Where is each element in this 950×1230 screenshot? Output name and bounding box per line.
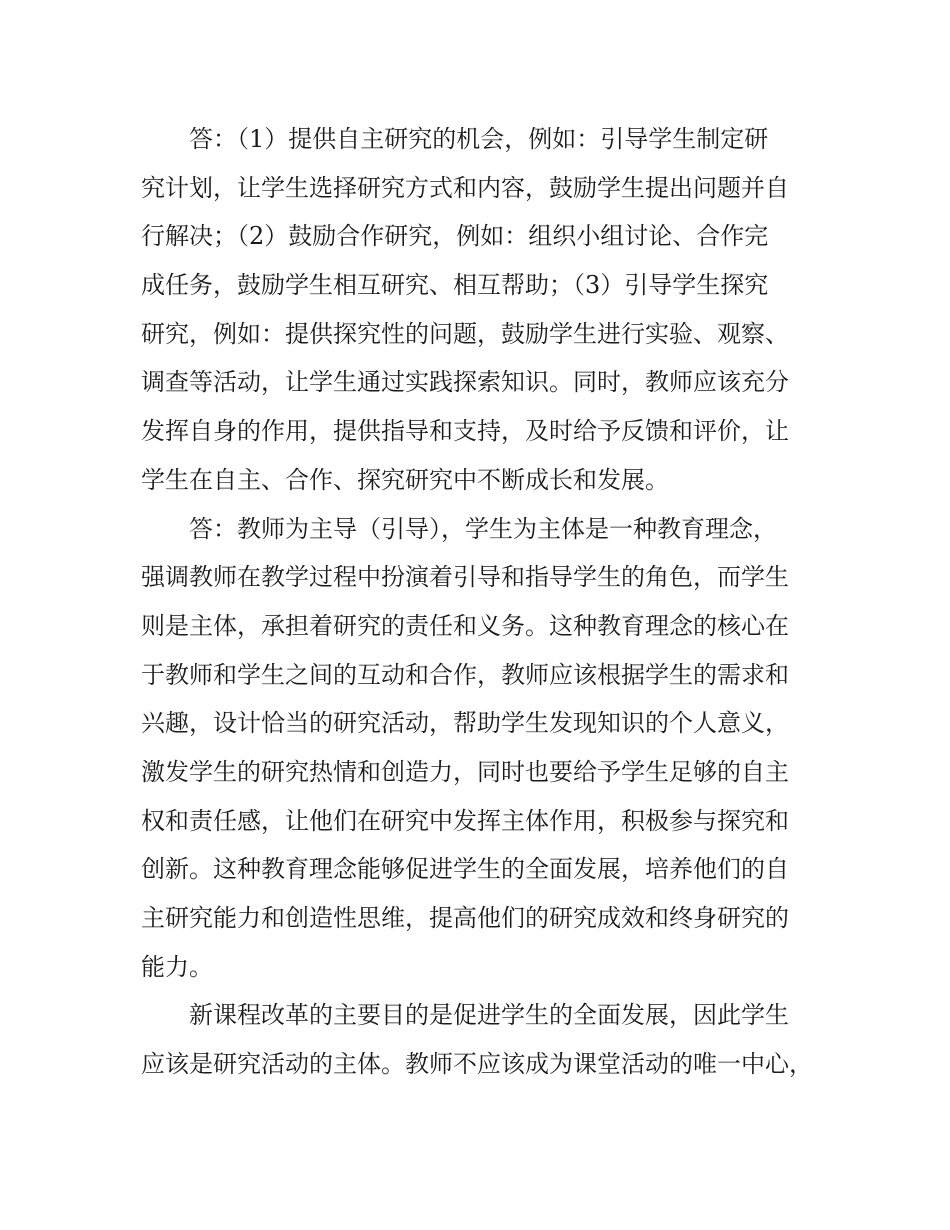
paragraph-2-line-7: 权和责任感，让他们在研究中发挥主体作用，积极参与探究和 <box>141 806 789 835</box>
paragraph-2-line-4: 于教师和学生之间的互动和合作，教师应该根据学生的需求和 <box>141 660 789 689</box>
paragraph-2-line-1: 答：教师为主导（引导），学生为主体是一种教育理念， <box>189 514 777 543</box>
paragraph-2-line-9: 主研究能力和创造性思维，提高他们的研究成效和终身研究的 <box>141 904 789 932</box>
paragraph-2-line-5: 兴趣，设计恰当的研究活动，帮助学生发现知识的个人意义， <box>141 709 789 738</box>
paragraph-1-line-7: 发挥自身的作用，提供指导和支持，及时给予反馈和评价，让 <box>141 417 789 446</box>
paragraph-1-line-4: 成任务，鼓励学生相互研究、相互帮助；（3）引导学生探究 <box>141 271 769 300</box>
paragraph-1-line-1: 答：（1）提供自主研究的机会，例如：引导学生制定研 <box>189 125 769 153</box>
paragraph-2-line-10: 能力。 <box>141 952 213 981</box>
paragraph-1-line-8: 学生在自主、合作、探究研究中不断成长和发展。 <box>141 465 669 494</box>
paragraph-1-line-2: 究计划，让学生选择研究方式和内容，鼓励学生提出问题并自 <box>141 173 789 202</box>
paragraph-2-line-8: 创新。这种教育理念能够促进学生的全面发展，培养他们的自 <box>141 855 789 884</box>
paragraph-1-line-3: 行解决；（2）鼓励合作研究，例如：组织小组讨论、合作完 <box>141 222 769 251</box>
document-body <box>141 115 813 1089</box>
paragraph-1-line-5: 研究，例如：提供探究性的问题，鼓励学生进行实验、观察、 <box>141 319 789 348</box>
paragraph-2-line-2: 强调教师在教学过程中扮演着引导和指导学生的角色，而学生 <box>141 563 789 592</box>
paragraph-3-line-1: 新课程改革的主要目的是促进学生的全面发展，因此学生 <box>189 1001 789 1030</box>
paragraph-1-line-6: 调查等活动，让学生通过实践探索知识。同时，教师应该充分 <box>141 368 789 397</box>
paragraph-3-line-2: 应该是研究活动的主体。教师不应该成为课堂活动的唯一中心， <box>141 1050 813 1079</box>
paragraph-2-line-3: 则是主体，承担着研究的责任和义务。这种教育理念的核心在 <box>141 611 789 640</box>
paragraph-2-line-6: 激发学生的研究热情和创造力，同时也要给予学生足够的自主 <box>141 757 789 786</box>
